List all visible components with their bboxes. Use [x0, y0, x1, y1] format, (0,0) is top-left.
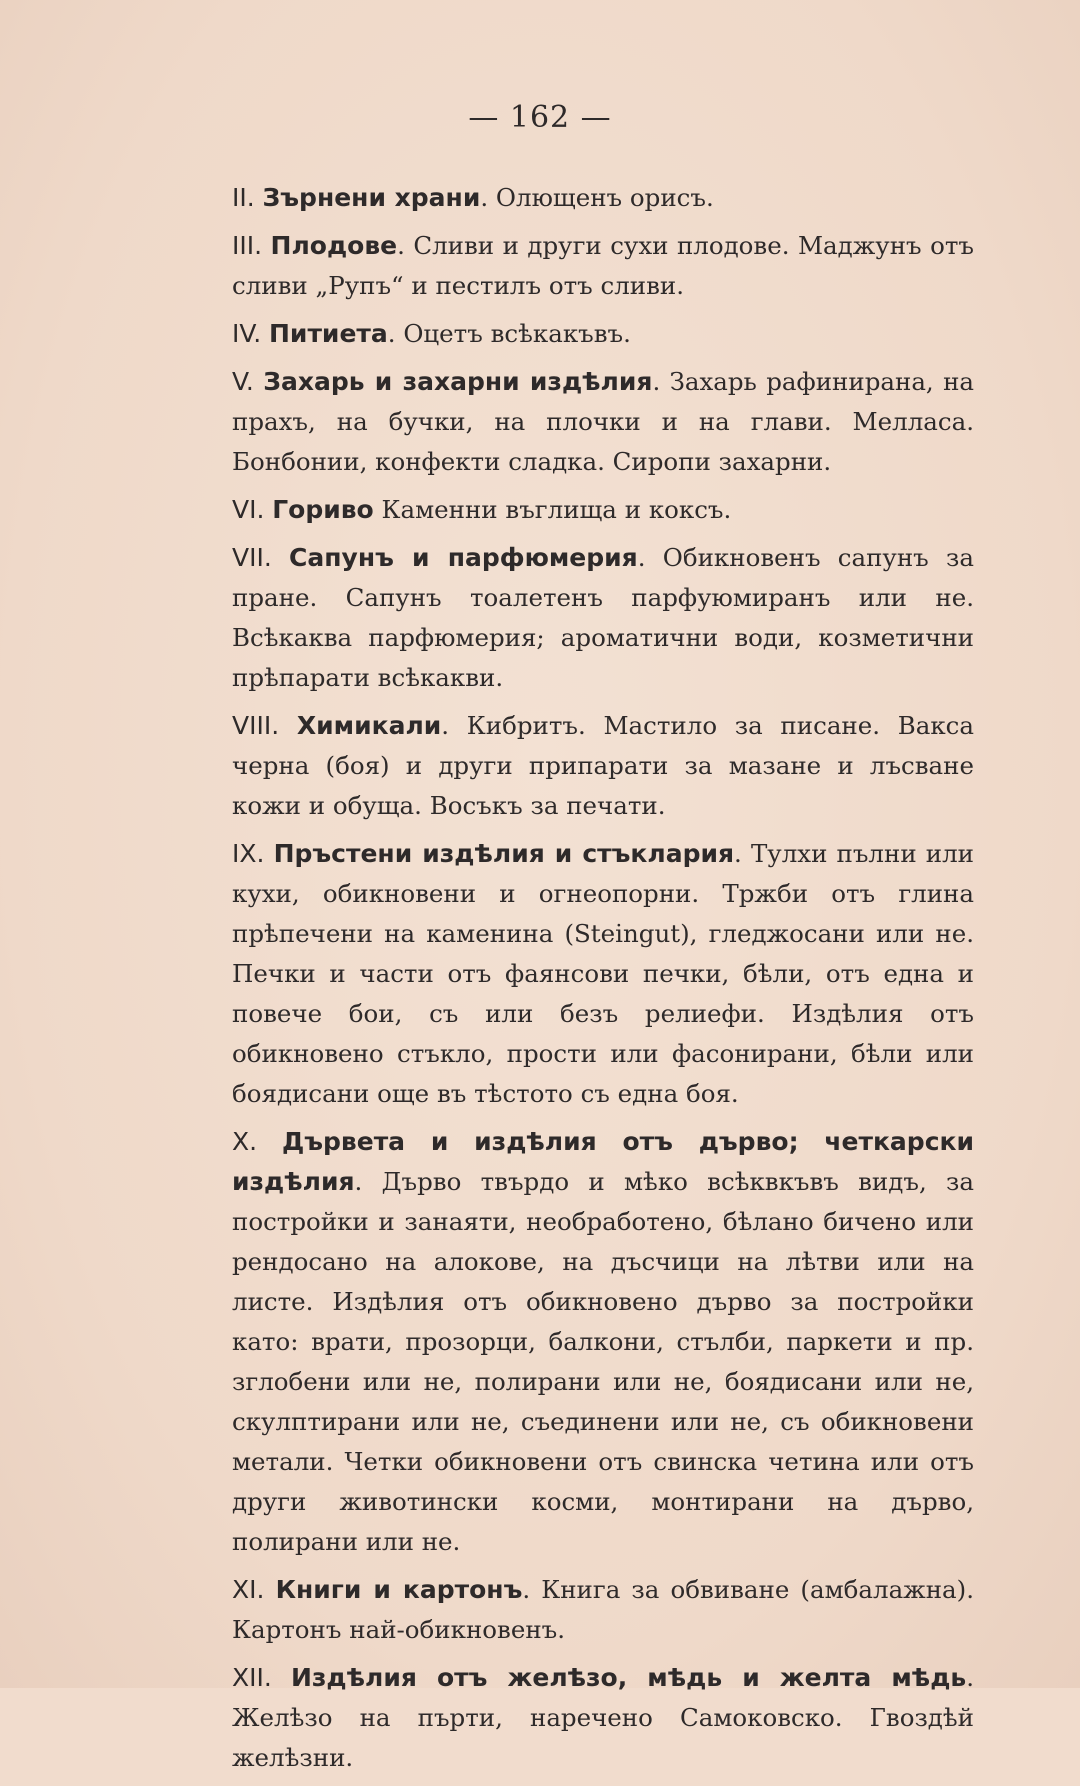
entry-vi: VI. Горивo Каменни въглища и коксъ. [232, 495, 732, 524]
entry-x: X. Дървета и издѣлия отъ дърво; четкарски издѣлия. Дърво твърдо и мѣко всѣквкъвъ видъ, за постройки и занаяти, необработено, бѣлано бичено или рендосано на алокове, на дъсчици на лѣтви или на листе. Издѣлия отъ обикновено дърво за постройки като: врати, прозорци, балкони, стълби, паркети и пр. зглобени или не, полирани или не, боядисани или не, скулптирани или не, съединени или не, съ обикновени метали. Четки обикновени отъ свинска четина или отъ други животински косми, монтирани на дърво, полирани или не. [232, 1127, 975, 1556]
entry-text: Каменни въглища и коксъ. [373, 495, 732, 524]
entry-vii: VII. Сапунъ и парфюмерия. Обикновенъ сапунъ за пране. Сапунъ тоалетенъ парфуюмиранъ или не. Всѣкаква парфюмерия; ароматични води, козметични прѣпарати всѣкакви. [232, 543, 974, 692]
entry-text: . Обикновенъ сапунъ за пране. Сапунъ тоалетенъ парфуюмиранъ или не. Всѣкаква парфюмерия; ароматични води, козметични прѣпарати всѣкакви. [232, 543, 974, 692]
page-number: — 162 — [468, 100, 612, 135]
entry-heading: Книги и картонъ [275, 1575, 523, 1604]
entry-text: . Книга за обвиване (амбалажна). Картонъ най-обикновенъ. [232, 1575, 974, 1644]
entry-text: . Желѣзо на пърти, наречено Самоковско. Гвоздѣй желѣзни. [232, 1663, 974, 1772]
entry-heading: Захарь и захарни издѣлия [263, 367, 653, 396]
entry-xi: XI. Книги и картонъ. Книга за обвиване (амбалажна). Картонъ най-обикновенъ. [232, 1575, 974, 1644]
entry-xii: XII. Издѣлия отъ желѣзо, мѣдь и желта мѣдь. Желѣзо на пърти, наречено Самоковско. Гвоздѣй желѣзни. [232, 1663, 974, 1772]
entry-ix: IX. Пръстени издѣлия и стъклария. Тулхи пълни или кухи, обикновени и огнеопорни. Тржби отъ глина прѣпечени на каменина (Steingut), гледжосани или не. Печки и части отъ фаянсови печки, бѣли, отъ една и повече бои, съ или безъ релиефи. Издѣлия отъ обикновено стъкло, прости или фасонирани, бѣли или боядисани още въ тѣстото съ една боя. [232, 839, 974, 1108]
entry-heading: Издѣлия отъ желѣзо, мѣдь и желта мѣдь [290, 1663, 967, 1692]
entry-text: . Тулхи пълни или кухи, обикновени и огнеопорни. Тржби отъ глина прѣпечени на каменина (Steingut), гледжосани или не. Печки и части отъ фаянсови печки, бѣли, отъ една и повече бои, съ или безъ релиефи. Издѣлия отъ обикновено стъкло, прости или фасонирани, бѣли или боядисани още въ тѣстото съ една боя. [232, 839, 974, 1108]
entry-heading: Дървета и издѣлия отъ дърво; четкарски издѣлия [232, 1127, 975, 1196]
entry-text: . Олющенъ орисъ. [480, 183, 714, 212]
entry-text: . Кибритъ. Мастило за писане. Вакса черна (боя) и други припарати за мазане и лъсване кожи и обуща. Восъкъ за печати. [232, 711, 974, 820]
entry-heading: Горивo [272, 495, 374, 524]
entry-heading: Плодове [270, 231, 398, 260]
entry-text: . Сливи и други сухи плодове. Маджунъ отъ сливи „Рупъ“ и пестилъ отъ сливи. [232, 231, 974, 300]
entry-v: V. Захарь и захарни издѣлия. Захарь рафинирана, на прахъ, на бучки, на плочки и на глави. Мелласа. Бонбонии, конфекти сладка. Сиропи захарни. [232, 367, 975, 476]
entry-heading: Химикали [296, 711, 442, 740]
entry-text: . Дърво твърдо и мѣко всѣквкъвъ видъ, за постройки и занаяти, необработено, бѣлано бичено или рендосано на алокове, на дъсчици на лѣтви или на листе. Издѣлия отъ обикновено дърво за постройки като: врати, прозорци, балкони, стълби, паркети и пр. зглобени или не, полирани или не, боядисани или не, скулптирани или не, съединени или не, съ обикновени метали. Четки обикновени отъ свинска четина или отъ други животински косми, монтирани на дърво, полирани или не. [232, 1167, 974, 1556]
entry-text: . Захарь рафинирана, на прахъ, на бучки, на плочки и на глави. Мелласа. Бонбонии, конфекти сладка. Сиропи захарни. [232, 367, 975, 476]
entry-viii: VIII. Химикали. Кибритъ. Мастило за писане. Вакса черна (боя) и други припарати за мазане и лъсване кожи и обуща. Восъкъ за печати. [232, 711, 974, 820]
entry-ii: II. Зърнени храни. Олющенъ орисъ. [232, 183, 714, 212]
entry-iv: IV. Питиета. Оцетъ всѣкакъвъ. [232, 319, 631, 348]
page-body [232, 178, 974, 1786]
entry-heading: Сапунъ и парфюмерия [289, 543, 638, 572]
entry-heading: Зърнени храни [262, 183, 481, 212]
entry-heading: Питиета [269, 319, 388, 348]
entry-text: . Оцетъ всѣкакъвъ. [387, 319, 631, 348]
entry-heading: Пръстени издѣлия и стъклария [273, 839, 735, 868]
entry-iii: III. Плодове. Сливи и други сухи плодове. Маджунъ отъ сливи „Рупъ“ и пестилъ отъ сливи. [232, 231, 974, 300]
